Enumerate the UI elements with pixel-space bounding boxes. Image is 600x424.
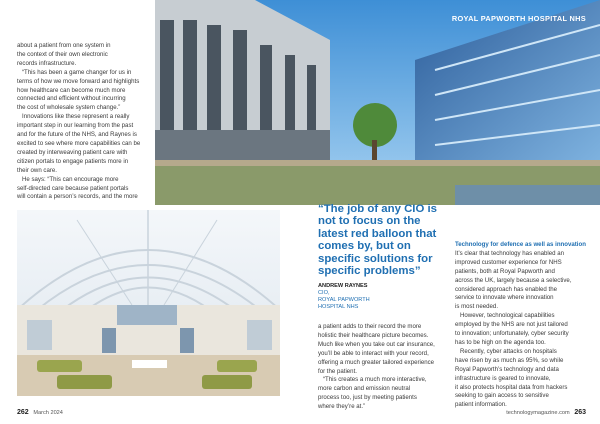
right-line-11: Recently, cyber attacks on hospitals: [460, 347, 557, 355]
right-line-0: It’s clear that technology has enabled an: [455, 249, 564, 257]
right-column-text: [455, 241, 595, 410]
left-line-8: Innovations like these represent a really: [22, 113, 130, 121]
mid-line-3: you’ll be able to interact with your record,: [318, 349, 429, 357]
left-line-6: connected and efficient without incurring: [17, 95, 126, 103]
left-line-13: citizen portals to engage patients more in: [17, 157, 129, 165]
right-line-2: patients, both at Royal Papworth and: [455, 267, 555, 275]
mid-line-4: offering a much greater tailored experience: [318, 358, 435, 366]
right-line-5: service to innovate where innovation: [455, 294, 554, 302]
mid-line-1: holistic their healthcare picture becomes.: [318, 331, 429, 339]
mid-line-0: a patient adds to their record the more: [318, 323, 422, 330]
mid-line-2: Much like when you take out car insurance,: [318, 340, 435, 348]
right-line-1: improved customer experience for NHS: [455, 258, 562, 266]
left-line-10: and for the future of the NHS, and Raynes is: [17, 131, 137, 139]
left-line-2: records infrastructure.: [17, 59, 77, 67]
right-line-4: considered approach has enabled the: [455, 285, 557, 293]
right-line-16: seeking to gain access to sensitive: [455, 392, 549, 400]
right-subhead: Technology for defence as well as innovation: [455, 241, 586, 248]
right-line-15: it also protects hospital data from hackers: [455, 383, 568, 391]
right-line-13: Royal Papworth’s technology and data: [455, 365, 559, 373]
issue-date: March 2024: [33, 410, 63, 416]
left-line-0: about a patient from one system in: [17, 42, 111, 49]
left-line-14: their own care.: [17, 166, 57, 174]
left-line-12: created by interweaving patient care with: [17, 148, 128, 156]
author-name: ANDREW RAYNES: [318, 283, 368, 289]
mid-line-9: where they’re at.”: [318, 403, 366, 411]
left-line-4: terms of how we move forward and highlights: [17, 77, 140, 85]
mid-line-6: “This creates a much more interactive,: [323, 376, 427, 384]
pull-quote: “The job of any CIO is not to focus on the latest red balloon that comes by, but on specific solutions for specific problems”: [318, 203, 437, 278]
footer-right: [506, 409, 586, 416]
left-line-3: “This has been a game changer for us in: [22, 68, 132, 76]
right-line-14: infrastructure is geared to innovate,: [455, 374, 551, 382]
left-line-1: the context of their own electronic: [17, 50, 108, 58]
mid-line-8: process too, just by meeting patients: [318, 394, 417, 402]
right-page-number: 263: [574, 409, 586, 416]
section-tag: ROYAL PAPWORTH HOSPITAL NHS: [451, 14, 586, 23]
right-line-3: across the UK, largely because a selective,: [455, 276, 572, 284]
right-line-7: However, technological capabilities: [460, 312, 555, 320]
right-line-6: is most needed.: [455, 303, 499, 311]
left-line-16: self-directed care because patient portals: [17, 184, 129, 192]
right-line-12: have risen by as much as 95%, so while: [455, 356, 564, 364]
left-line-5: how healthcare can become much more: [17, 86, 126, 94]
right-line-17: patient information.: [455, 401, 507, 409]
author-org-line1: ROYAL PAPWORTH: [318, 297, 370, 303]
middle-column-text: [318, 323, 453, 412]
left-line-9: important step in our learning from the past: [17, 122, 134, 130]
hospital-atrium-photo: [17, 210, 280, 396]
right-line-10: has to be high on the agenda too.: [455, 338, 546, 346]
left-line-15: He says: “This can encourage more: [22, 175, 119, 183]
right-line-9: to innovation; unfortunately, cyber security: [455, 330, 569, 338]
author-credit: [318, 283, 370, 311]
mid-line-5: for the patient.: [318, 367, 357, 375]
author-role: CIO,: [318, 290, 330, 296]
left-column-text: [17, 42, 152, 202]
site-url: technologymagazine.com: [506, 410, 570, 416]
left-line-17: will contain a person’s records, and the more: [17, 193, 138, 201]
right-line-8: employed by the NHS are not just tailored: [455, 321, 568, 329]
mid-line-7: more carbon and emission neutral: [318, 385, 411, 393]
left-line-11: excited to see where more capabilities can be: [17, 139, 141, 147]
left-page-number: 262: [17, 409, 29, 416]
hospital-exterior-photo: [155, 0, 600, 205]
left-line-7: the cost of wholesale system change.”: [17, 104, 121, 112]
footer-left: [17, 409, 63, 416]
author-org-line2: HOSPITAL NHS: [318, 304, 359, 310]
